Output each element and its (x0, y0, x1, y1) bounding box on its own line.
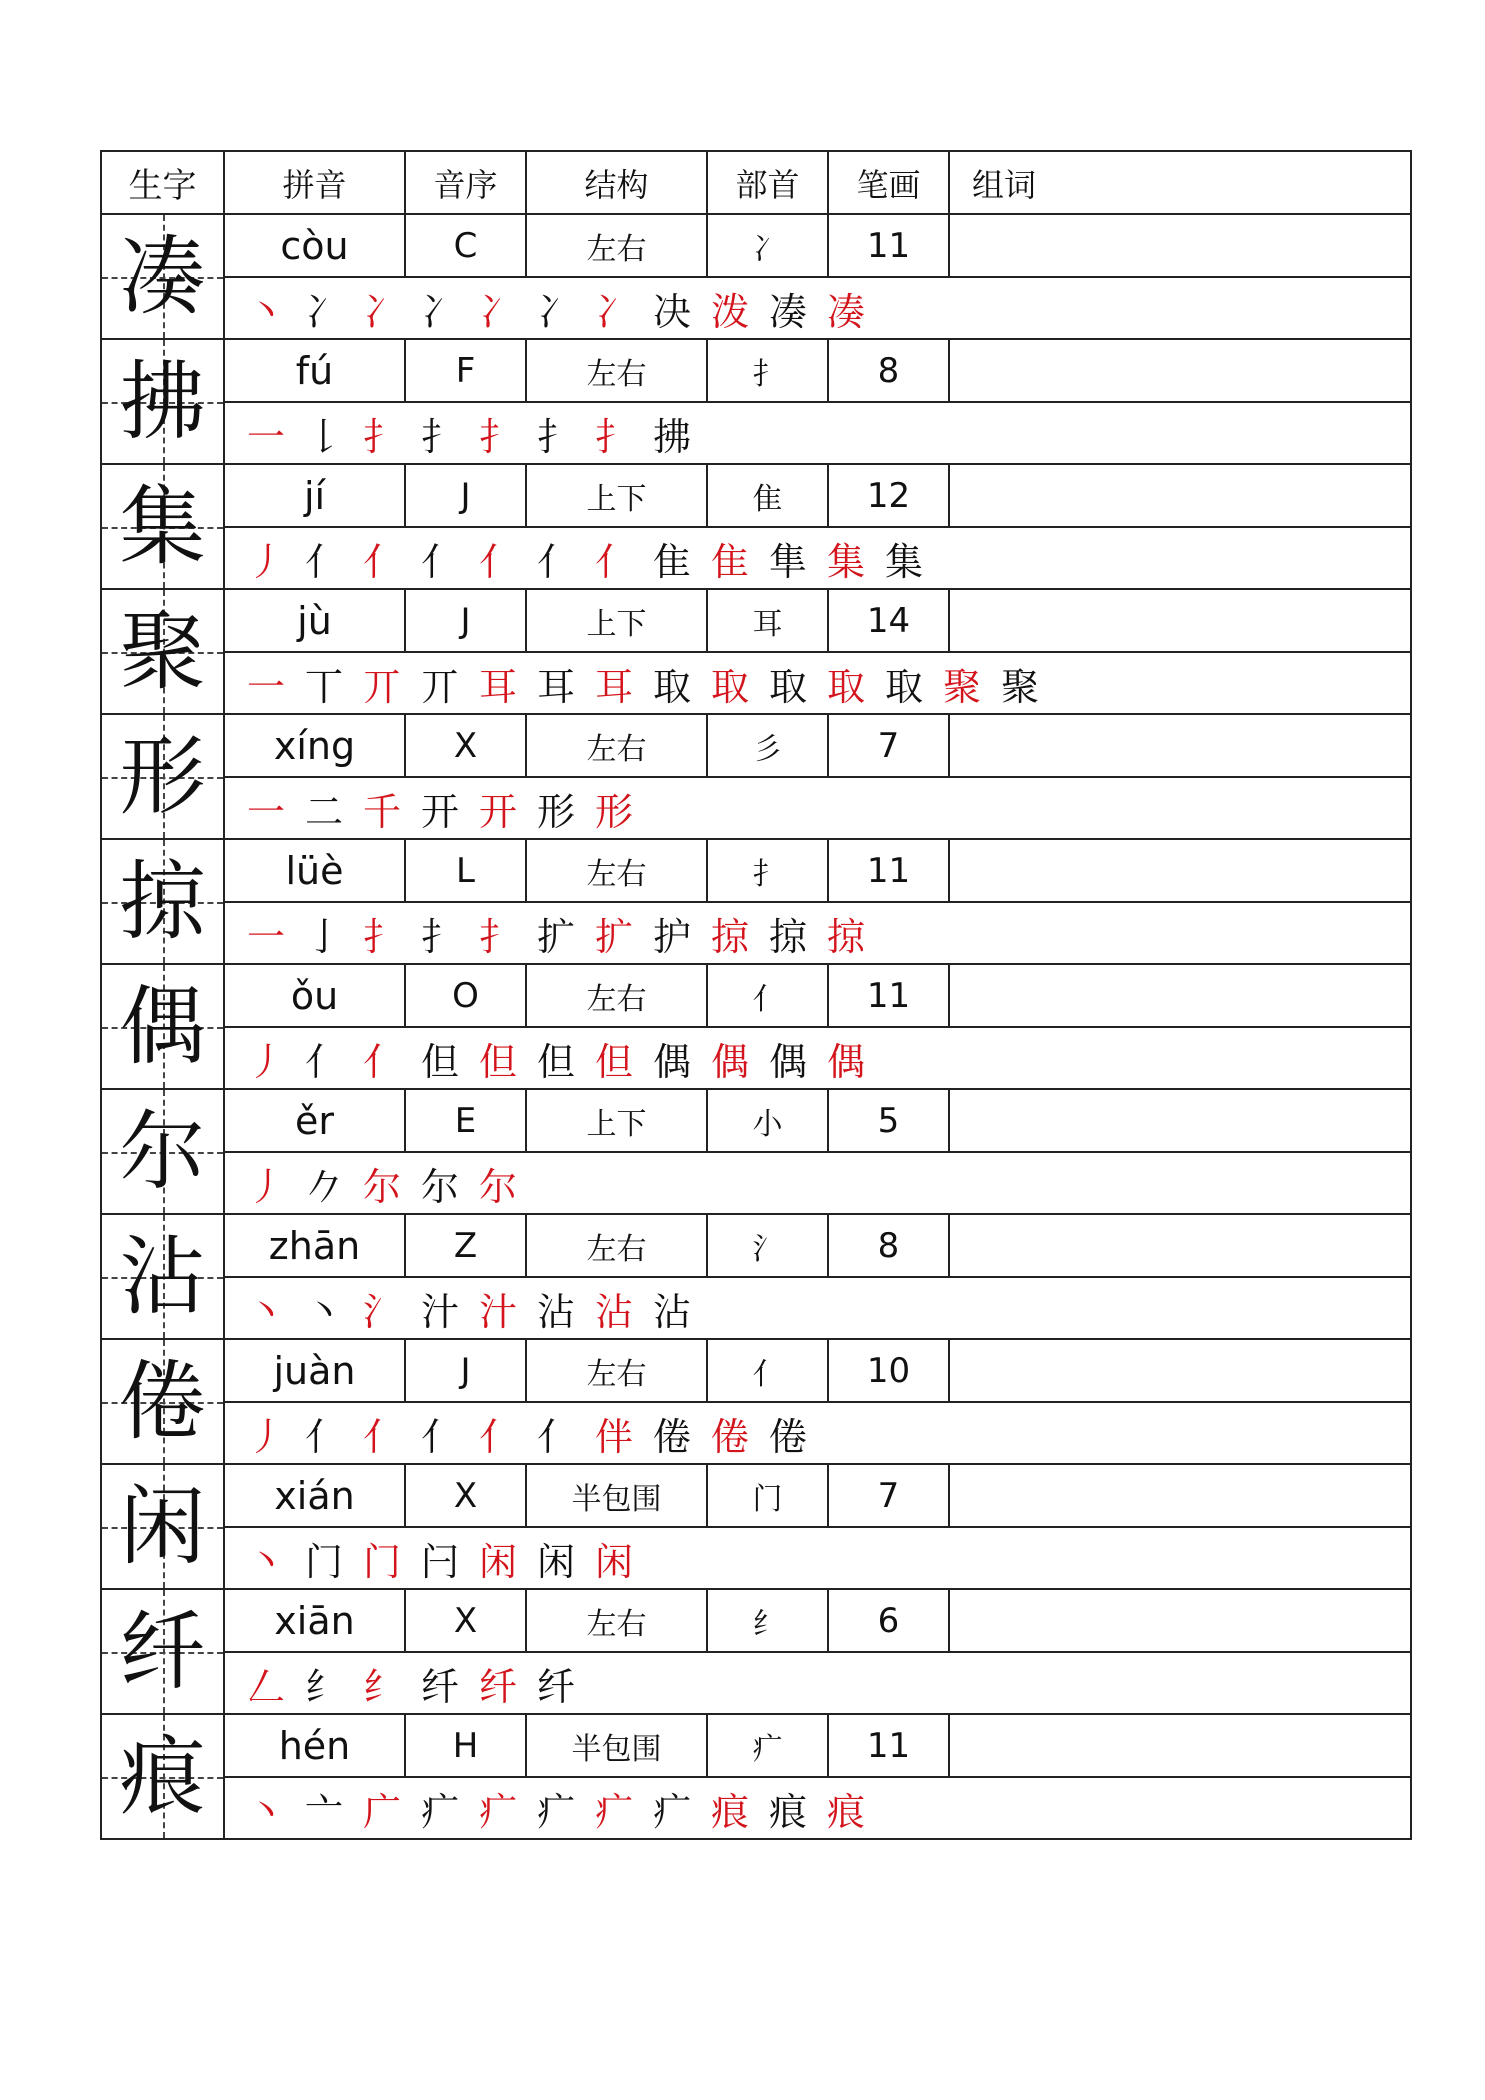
stroke-step: 亻 (420, 539, 459, 584)
character-glyph: 痕 (119, 1726, 206, 1827)
character-glyph: 凑 (119, 226, 206, 327)
stroke-step: 疒 (478, 1789, 517, 1834)
stroke-order-line (225, 778, 1410, 838)
stroke-step: 亻 (478, 1414, 517, 1459)
stroke-step: 亻 (478, 539, 517, 584)
character-glyph: 闲 (119, 1476, 206, 1577)
stroke-step: 疒 (594, 1789, 633, 1834)
stroke-count-cell: 11 (829, 215, 950, 276)
stroke-step: 亻 (594, 539, 633, 584)
info-line (225, 840, 1410, 903)
stroke-step: 但 (594, 1039, 633, 1084)
practice-grid-cell (102, 840, 225, 963)
words-cell[interactable] (950, 465, 1410, 526)
row-details (225, 215, 1410, 338)
radical-cell: 疒 (708, 1715, 829, 1776)
order-cell: L (406, 840, 527, 901)
structure-cell: 左右 (527, 1340, 708, 1401)
stroke-step: 尔 (362, 1164, 401, 1209)
words-cell[interactable] (950, 1090, 1410, 1151)
stroke-count-cell: 11 (829, 1715, 950, 1776)
stroke-step: 扩 (536, 914, 575, 959)
stroke-step: 痕 (710, 1789, 749, 1834)
table-row (102, 715, 1410, 840)
stroke-step: 扩 (594, 914, 633, 959)
table-header (102, 152, 1410, 215)
stroke-step: 一 (246, 789, 285, 834)
stroke-step: 汁 (420, 1289, 459, 1334)
stroke-step: 亻 (304, 1414, 343, 1459)
practice-grid-cell (102, 215, 225, 338)
character-glyph: 倦 (119, 1351, 206, 1452)
info-line (225, 340, 1410, 403)
radical-cell: 扌 (708, 840, 829, 901)
stroke-step: 集 (884, 539, 923, 584)
stroke-count-cell: 8 (829, 340, 950, 401)
table-row (102, 1590, 1410, 1715)
practice-grid-cell (102, 340, 225, 463)
stroke-step: 冫 (304, 289, 343, 334)
structure-cell: 半包围 (527, 1715, 708, 1776)
stroke-step: 闩 (420, 1539, 459, 1584)
radical-cell: 耳 (708, 590, 829, 651)
stroke-step: 二 (304, 789, 343, 834)
row-details (225, 1215, 1410, 1338)
table-row (102, 965, 1410, 1090)
words-cell[interactable] (950, 590, 1410, 651)
order-cell: J (406, 590, 527, 651)
stroke-step: 决 (652, 289, 691, 334)
order-cell: J (406, 1340, 527, 1401)
table-row (102, 465, 1410, 590)
stroke-step: 一 (246, 914, 285, 959)
words-cell[interactable] (950, 1215, 1410, 1276)
words-cell[interactable] (950, 1340, 1410, 1401)
pinyin-cell: còu (225, 215, 406, 276)
stroke-step: 丅 (304, 664, 343, 709)
stroke-step: 冫 (362, 289, 401, 334)
pinyin-cell: zhān (225, 1215, 406, 1276)
stroke-step: 护 (652, 914, 691, 959)
stroke-count-cell: 7 (829, 1465, 950, 1526)
stroke-step: 丶 (246, 289, 285, 334)
stroke-step: 聚 (942, 664, 981, 709)
table-row (102, 1715, 1410, 1838)
structure-cell: 左右 (527, 1215, 708, 1276)
stroke-step: 门 (362, 1539, 401, 1584)
words-cell[interactable] (950, 340, 1410, 401)
structure-cell: 半包围 (527, 1465, 708, 1526)
words-cell[interactable] (950, 1465, 1410, 1526)
words-cell[interactable] (950, 715, 1410, 776)
stroke-step: 广 (362, 1789, 401, 1834)
stroke-step: 氵 (362, 1289, 401, 1334)
stroke-step: 偶 (652, 1039, 691, 1084)
stroke-step: 扌 (478, 414, 517, 459)
stroke-step: 形 (594, 789, 633, 834)
stroke-step: 偶 (710, 1039, 749, 1084)
stroke-step: 取 (710, 664, 749, 709)
info-line (225, 590, 1410, 653)
stroke-step: 纤 (420, 1664, 459, 1709)
stroke-step: 泼 (710, 289, 749, 334)
order-cell: C (406, 215, 527, 276)
stroke-step: 沾 (594, 1289, 633, 1334)
info-line (225, 1465, 1410, 1528)
stroke-step: 倦 (768, 1414, 807, 1459)
header-pinyin: 拼音 (225, 152, 406, 213)
info-line (225, 1715, 1410, 1778)
table-row (102, 590, 1410, 715)
stroke-order-line (225, 903, 1410, 963)
stroke-step: 偶 (826, 1039, 865, 1084)
practice-grid-cell (102, 465, 225, 588)
radical-cell: 门 (708, 1465, 829, 1526)
practice-grid-cell (102, 1715, 225, 1838)
stroke-step: 汁 (478, 1289, 517, 1334)
stroke-order-line (225, 278, 1410, 338)
character-glyph: 集 (119, 476, 206, 577)
stroke-step: 扌 (420, 914, 459, 959)
header-strokes: 笔画 (829, 152, 950, 213)
structure-cell: 左右 (527, 215, 708, 276)
stroke-count-cell: 8 (829, 1215, 950, 1276)
stroke-count-cell: 14 (829, 590, 950, 651)
stroke-step: 疒 (652, 1789, 691, 1834)
stroke-step: 疒 (536, 1789, 575, 1834)
info-line (225, 215, 1410, 278)
pinyin-cell: xíng (225, 715, 406, 776)
stroke-step: 𠄌 (304, 414, 343, 459)
stroke-step: 冫 (478, 289, 517, 334)
stroke-step: 亻 (420, 1414, 459, 1459)
stroke-step: 亻 (304, 1039, 343, 1084)
stroke-order-line (225, 1278, 1410, 1338)
row-details (225, 1090, 1410, 1213)
stroke-step: 沾 (536, 1289, 575, 1334)
table-row (102, 1340, 1410, 1465)
stroke-step: 丶 (246, 1789, 285, 1834)
practice-grid-cell (102, 1340, 225, 1463)
order-cell: X (406, 1590, 527, 1651)
stroke-step: 丿 (246, 1039, 285, 1084)
stroke-step: 隹 (710, 539, 749, 584)
structure-cell: 左右 (527, 840, 708, 901)
stroke-order-line (225, 1528, 1410, 1588)
stroke-count-cell: 11 (829, 965, 950, 1026)
header-structure: 结构 (527, 152, 708, 213)
radical-cell: 纟 (708, 1590, 829, 1651)
stroke-step: 扌 (362, 414, 401, 459)
stroke-step: 痕 (826, 1789, 865, 1834)
stroke-step: 丶 (246, 1539, 285, 1584)
table-row (102, 1465, 1410, 1590)
stroke-step: 丶 (304, 1289, 343, 1334)
stroke-order-line (225, 1653, 1410, 1713)
character-glyph: 尔 (119, 1101, 206, 1202)
stroke-step: 耳 (478, 664, 517, 709)
pinyin-cell: jù (225, 590, 406, 651)
stroke-step: 闲 (478, 1539, 517, 1584)
stroke-step: 掠 (768, 914, 807, 959)
row-details (225, 715, 1410, 838)
stroke-step: 丌 (420, 664, 459, 709)
character-glyph: 纤 (119, 1601, 206, 1702)
stroke-step: 冫 (420, 289, 459, 334)
stroke-step: 倦 (652, 1414, 691, 1459)
table-body (102, 215, 1410, 1838)
character-practice-table (100, 150, 1412, 1840)
stroke-step: 亠 (304, 1789, 343, 1834)
practice-grid-cell (102, 965, 225, 1088)
order-cell: Z (406, 1215, 527, 1276)
table-row (102, 340, 1410, 465)
stroke-step: 但 (536, 1039, 575, 1084)
stroke-count-cell: 7 (829, 715, 950, 776)
order-cell: E (406, 1090, 527, 1151)
stroke-step: 亅 (304, 914, 343, 959)
stroke-step: 但 (420, 1039, 459, 1084)
stroke-step: 扌 (420, 414, 459, 459)
stroke-order-line (225, 653, 1410, 713)
stroke-step: 闲 (594, 1539, 633, 1584)
stroke-step: 沾 (652, 1289, 691, 1334)
stroke-step: 亻 (362, 1414, 401, 1459)
pinyin-cell: juàn (225, 1340, 406, 1401)
pinyin-cell: jí (225, 465, 406, 526)
order-cell: X (406, 1465, 527, 1526)
stroke-step: 尔 (420, 1164, 459, 1209)
stroke-step: 尔 (478, 1164, 517, 1209)
stroke-step: 聚 (1000, 664, 1039, 709)
header-words: 组词 (972, 165, 1037, 204)
table-row (102, 215, 1410, 340)
stroke-count-cell: 11 (829, 840, 950, 901)
order-cell: F (406, 340, 527, 401)
character-glyph: 偶 (119, 976, 206, 1077)
pinyin-cell: ǒu (225, 965, 406, 1026)
structure-cell: 左右 (527, 1590, 708, 1651)
words-cell[interactable] (950, 1590, 1410, 1651)
stroke-step: 掠 (826, 914, 865, 959)
header-order: 音序 (406, 152, 527, 213)
practice-grid-cell (102, 1215, 225, 1338)
stroke-step: 拂 (652, 414, 691, 459)
words-cell[interactable] (950, 840, 1410, 901)
stroke-step: 亻 (536, 539, 575, 584)
stroke-step: 亻 (536, 1414, 575, 1459)
radical-cell: 隹 (708, 465, 829, 526)
stroke-step: 偶 (768, 1039, 807, 1084)
pinyin-cell: xiān (225, 1590, 406, 1651)
stroke-step: 取 (826, 664, 865, 709)
row-details (225, 1340, 1410, 1463)
radical-cell: 冫 (708, 215, 829, 276)
stroke-step: 耳 (594, 664, 633, 709)
practice-grid-cell (102, 590, 225, 713)
stroke-step: 冫 (536, 289, 575, 334)
structure-cell: 左右 (527, 340, 708, 401)
stroke-step: 开 (478, 789, 517, 834)
stroke-order-line (225, 1153, 1410, 1213)
stroke-step: 𠂊 (304, 1164, 343, 1209)
stroke-count-cell: 5 (829, 1090, 950, 1151)
stroke-order-line (225, 403, 1410, 463)
info-line (225, 1340, 1410, 1403)
stroke-step: 凑 (768, 289, 807, 334)
stroke-count-cell: 6 (829, 1590, 950, 1651)
pinyin-cell: xián (225, 1465, 406, 1526)
stroke-step: 但 (478, 1039, 517, 1084)
order-cell: H (406, 1715, 527, 1776)
pinyin-cell: hén (225, 1715, 406, 1776)
stroke-step: 亻 (362, 1039, 401, 1084)
radical-cell: 彡 (708, 715, 829, 776)
info-line (225, 965, 1410, 1028)
order-cell: O (406, 965, 527, 1026)
character-glyph: 掠 (119, 851, 206, 952)
row-details (225, 1590, 1410, 1713)
stroke-step: 丿 (246, 1164, 285, 1209)
row-details (225, 965, 1410, 1088)
header-char: 生字 (102, 152, 225, 213)
table-row (102, 1090, 1410, 1215)
character-glyph: 聚 (119, 601, 206, 702)
character-glyph: 形 (119, 726, 206, 827)
stroke-step: 取 (652, 664, 691, 709)
row-details (225, 590, 1410, 713)
stroke-step: 冫 (594, 289, 633, 334)
stroke-step: 集 (826, 539, 865, 584)
stroke-step: 扌 (362, 914, 401, 959)
radical-cell: 小 (708, 1090, 829, 1151)
order-cell: X (406, 715, 527, 776)
practice-grid-cell (102, 1090, 225, 1213)
header-radical: 部首 (708, 152, 829, 213)
stroke-step: 掠 (710, 914, 749, 959)
stroke-step: 丶 (246, 1289, 285, 1334)
stroke-step: 耳 (536, 664, 575, 709)
words-cell[interactable] (950, 965, 1410, 1026)
stroke-step: 一 (246, 414, 285, 459)
structure-cell: 上下 (527, 1090, 708, 1151)
radical-cell: 亻 (708, 965, 829, 1026)
stroke-step: 取 (768, 664, 807, 709)
stroke-order-line (225, 1403, 1410, 1463)
character-glyph: 拂 (119, 351, 206, 452)
stroke-step: 纟 (362, 1664, 401, 1709)
stroke-step: 纤 (536, 1664, 575, 1709)
row-details (225, 465, 1410, 588)
stroke-step: 凑 (826, 289, 865, 334)
stroke-step: 隼 (768, 539, 807, 584)
stroke-count-cell: 12 (829, 465, 950, 526)
character-glyph: 沾 (119, 1226, 206, 1327)
stroke-step: 一 (246, 664, 285, 709)
words-cell[interactable] (950, 215, 1410, 276)
row-details (225, 1465, 1410, 1588)
stroke-step: 隹 (652, 539, 691, 584)
info-line (225, 1590, 1410, 1653)
stroke-step: 形 (536, 789, 575, 834)
stroke-step: 纤 (478, 1664, 517, 1709)
order-cell: J (406, 465, 527, 526)
structure-cell: 上下 (527, 590, 708, 651)
structure-cell: 左右 (527, 965, 708, 1026)
stroke-step: 千 (362, 789, 401, 834)
radical-cell: 氵 (708, 1215, 829, 1276)
stroke-step: 倦 (710, 1414, 749, 1459)
stroke-step: 扌 (536, 414, 575, 459)
stroke-step: 伴 (594, 1414, 633, 1459)
stroke-step: 纟 (304, 1664, 343, 1709)
stroke-step: 亻 (304, 539, 343, 584)
stroke-count-cell: 10 (829, 1340, 950, 1401)
pinyin-cell: fú (225, 340, 406, 401)
words-cell[interactable] (950, 1715, 1410, 1776)
stroke-order-line (225, 528, 1410, 588)
stroke-step: 疒 (420, 1789, 459, 1834)
row-details (225, 340, 1410, 463)
structure-cell: 上下 (527, 465, 708, 526)
row-details (225, 1715, 1410, 1838)
structure-cell: 左右 (527, 715, 708, 776)
stroke-step: 丿 (246, 539, 285, 584)
info-line (225, 1215, 1410, 1278)
practice-grid-cell (102, 1465, 225, 1588)
stroke-order-line (225, 1778, 1410, 1838)
stroke-order-line (225, 1028, 1410, 1088)
stroke-step: 开 (420, 789, 459, 834)
row-details (225, 840, 1410, 963)
stroke-step: 扌 (478, 914, 517, 959)
table-row (102, 840, 1410, 965)
info-line (225, 715, 1410, 778)
stroke-step: 取 (884, 664, 923, 709)
stroke-step: 丌 (362, 664, 401, 709)
radical-cell: 扌 (708, 340, 829, 401)
pinyin-cell: ěr (225, 1090, 406, 1151)
pinyin-cell: lüè (225, 840, 406, 901)
stroke-step: 扌 (594, 414, 633, 459)
stroke-step: 门 (304, 1539, 343, 1584)
stroke-step: 丿 (246, 1414, 285, 1459)
stroke-step: 亻 (362, 539, 401, 584)
practice-grid-cell (102, 1590, 225, 1713)
stroke-step: 闲 (536, 1539, 575, 1584)
table-row (102, 1215, 1410, 1340)
info-line (225, 465, 1410, 528)
stroke-step: 𠃋 (246, 1664, 285, 1709)
radical-cell: 亻 (708, 1340, 829, 1401)
practice-grid-cell (102, 715, 225, 838)
info-line (225, 1090, 1410, 1153)
stroke-step: 痕 (768, 1789, 807, 1834)
